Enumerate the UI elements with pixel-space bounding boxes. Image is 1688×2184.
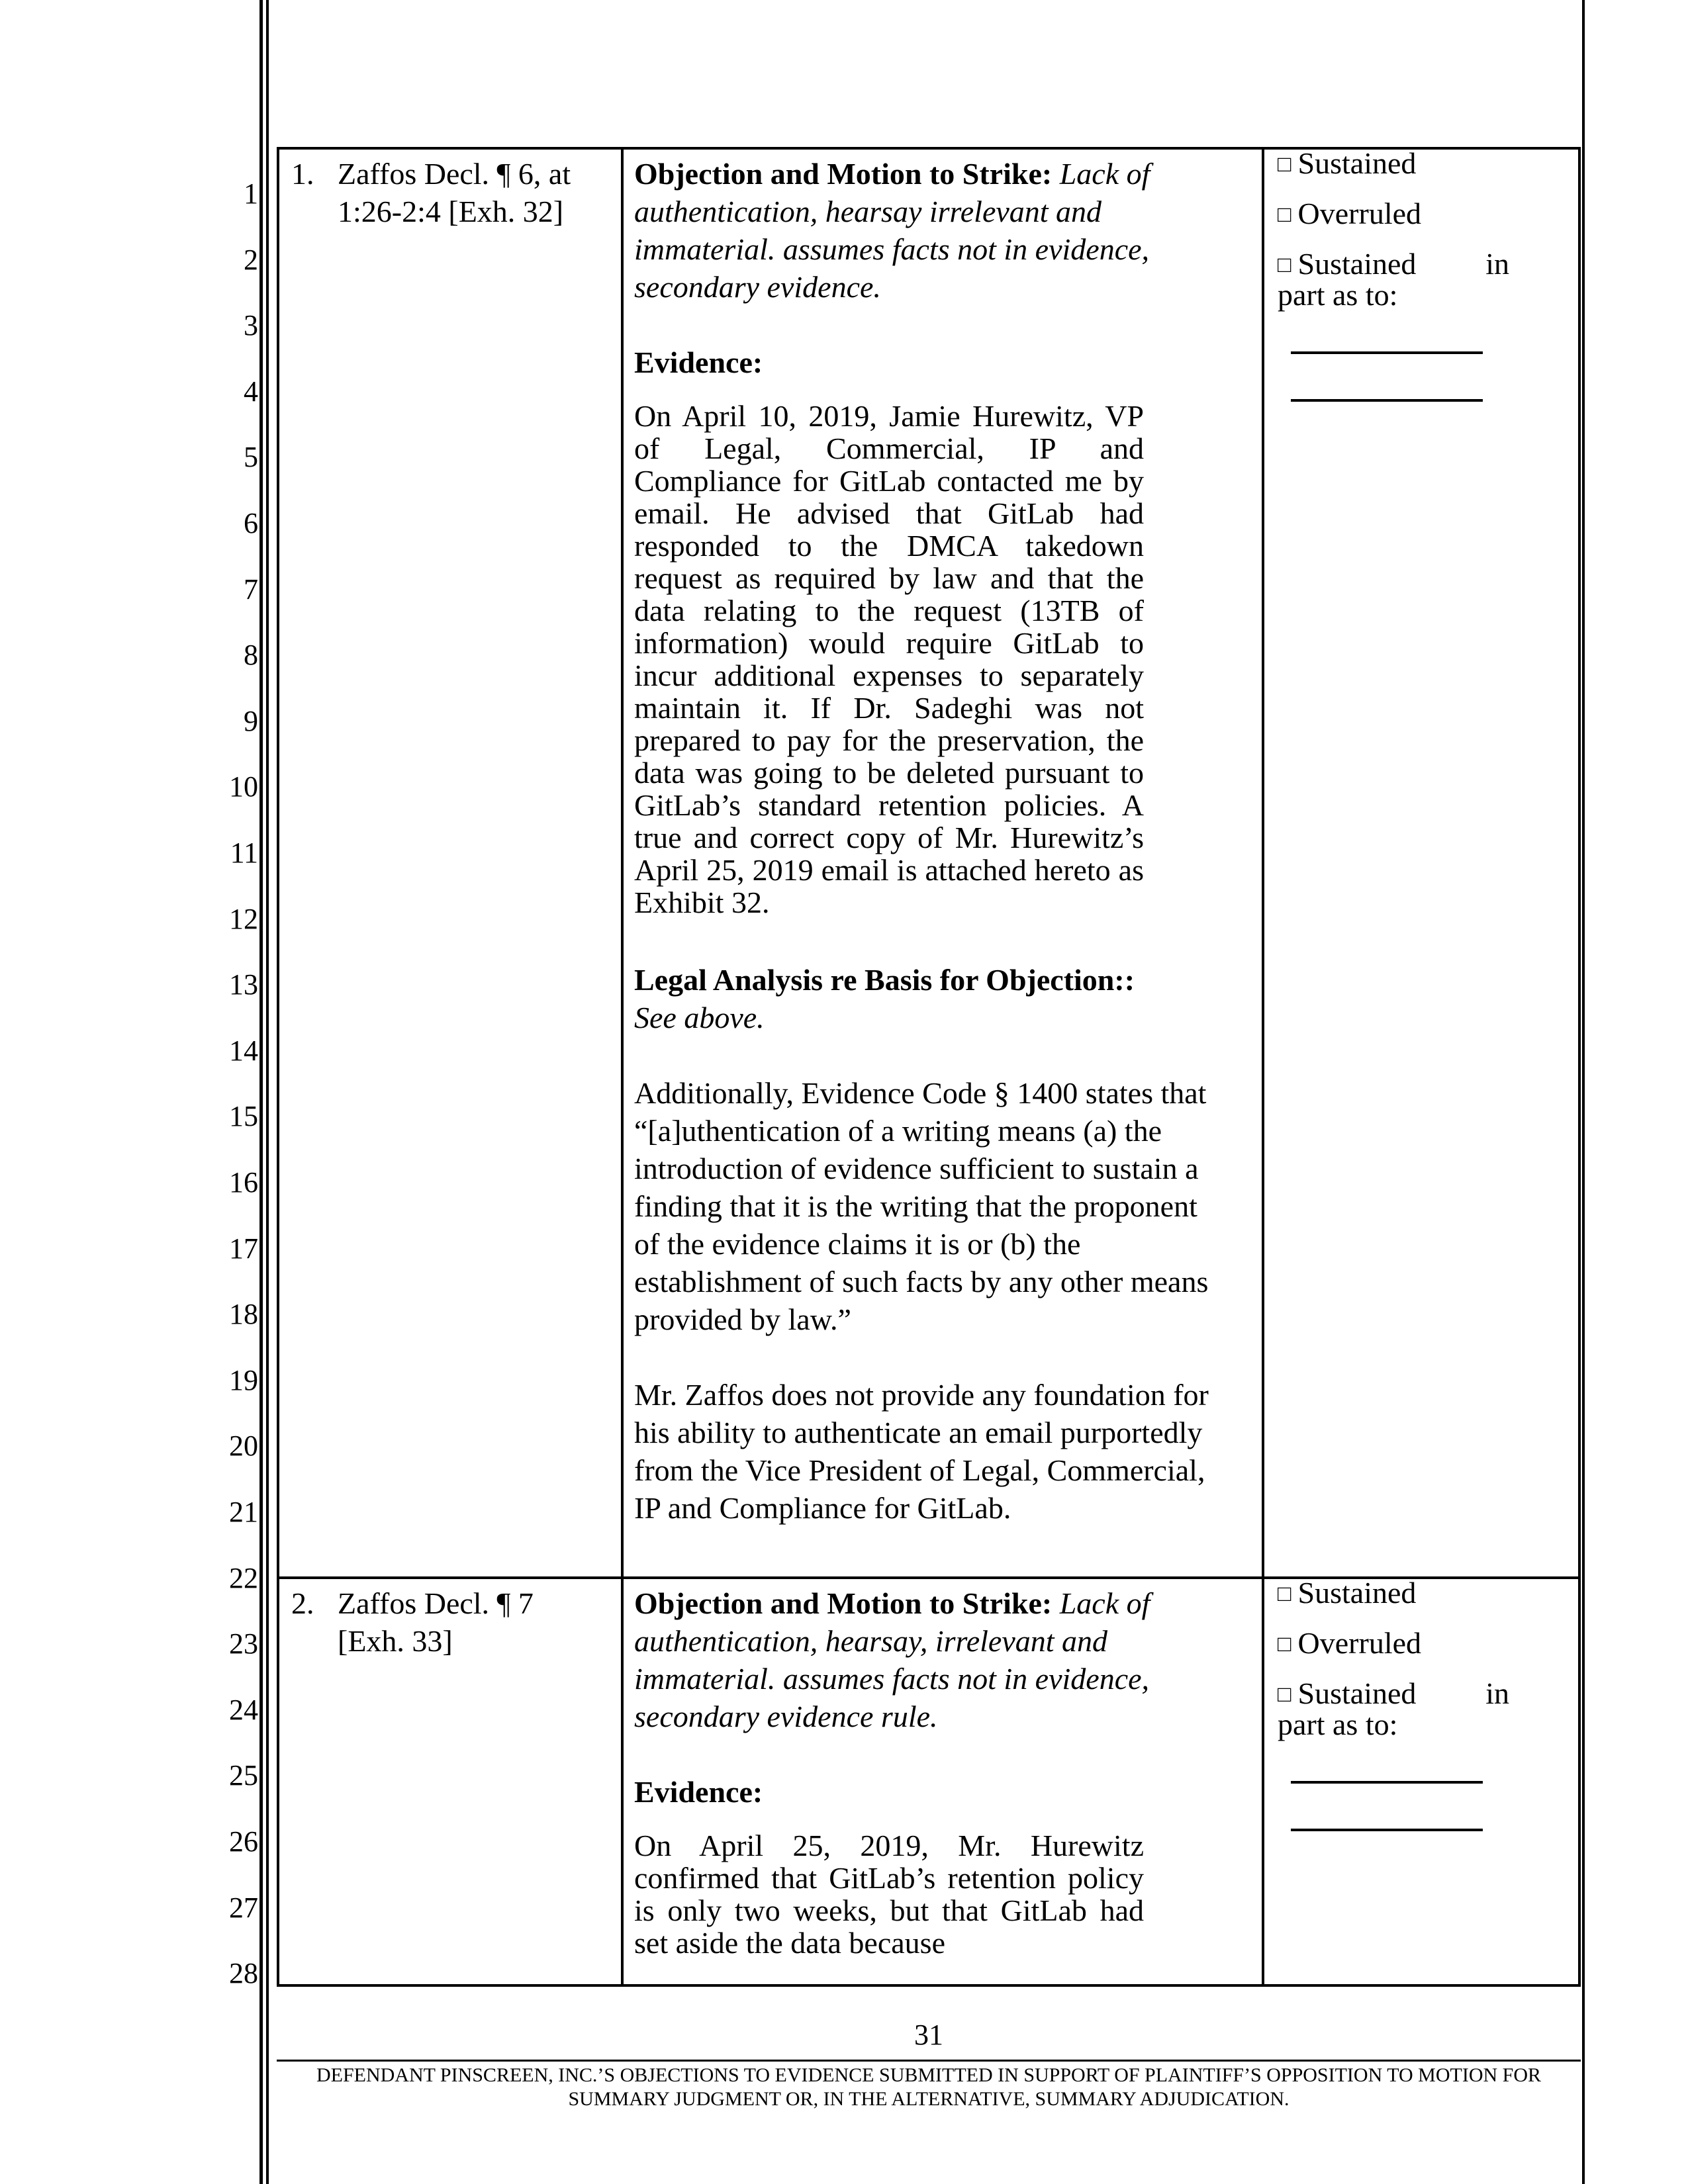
line-number: 6 (244, 507, 258, 539)
row-1-item-ref-line1: Zaffos Decl. ¶ 6, at (338, 157, 571, 191)
row-1-sustained-option[interactable]: □ Sustained (1278, 146, 1417, 180)
row-1-evidence-label: Evidence: (634, 345, 763, 379)
checkbox-icon[interactable]: □ (1278, 203, 1291, 227)
line-number: 4 (244, 375, 258, 408)
line-number: 17 (229, 1232, 258, 1265)
line-number: 26 (229, 1825, 258, 1858)
line-number: 7 (244, 573, 258, 606)
row-2-ruling-cell (1278, 1574, 1569, 1831)
line-number: 24 (229, 1694, 258, 1726)
line-number: 21 (229, 1496, 258, 1528)
row-1-analysis-paragraph-2: Mr. Zaffos does not provide any foundation for his ability to authenticate an email purportedly from the Vice President of Legal, Commercial, IP and Compliance for GitLab. (634, 1378, 1209, 1525)
row-1-ruling-cell (1278, 145, 1569, 402)
row-2-blank-line (1291, 1829, 1483, 1831)
row-2-item-ref-line2: [Exh. 33] (338, 1624, 453, 1658)
right-margin-rule (1582, 0, 1585, 2184)
left-margin-rule-inner (266, 0, 269, 2184)
footer-caption-line2: SUMMARY JUDGMENT OR, IN THE ALTERNATIVE, SUMMARY ADJUDICATION. (568, 2088, 1289, 2110)
line-number: 8 (244, 639, 258, 671)
row-1-evidence-quote: On April 10, 2019, Jamie Hurewitz, VP of Legal, Commercial, IP and Compliance for GitLab contacted me by email. He advised that GitLab had responded to the DMCA takedown request as required by law and that the data relating to the request (13TB of information) would require GitLab to incur additional expenses to separately maintain it. If Dr. Sadeghi was not prepared to pay for the preservation, the data was going to be deleted pursuant to GitLab’s standard retention policies. A true and correct copy of Mr. Hurewitz’s April 25, 2019 email is attached hereto as Exhibit 32. (634, 399, 1144, 919)
objections-table (277, 147, 1581, 1987)
column-border-1 (621, 147, 624, 1987)
line-number: 9 (244, 705, 258, 737)
checkbox-icon[interactable]: □ (1278, 253, 1291, 277)
column-border-right (1578, 147, 1581, 1987)
row-1-analysis-paragraph-1: Additionally, Evidence Code § 1400 states that “[a]uthentication of a writing means (a) the introduction of evidence sufficient to sustain a finding that it is the writing that the proponent of the evidence claims it is or (b) the establishment of such facts by any other means provided by law.” (634, 1076, 1209, 1336)
checkbox-icon[interactable]: □ (1278, 1682, 1291, 1707)
line-number: 28 (229, 1957, 258, 1989)
row-1-overruled-option[interactable]: □ Overruled (1278, 197, 1422, 230)
checkbox-icon[interactable]: □ (1278, 1632, 1291, 1657)
footer-caption-line1: DEFENDANT PINSCREEN, INC.’S OBJECTIONS TO EVIDENCE SUBMITTED IN SUPPORT OF PLAINTIFF’S OPPOSITION TO MOTION FOR (316, 2064, 1542, 2086)
line-number: 23 (229, 1627, 258, 1660)
left-margin-rule-outer (259, 0, 263, 2184)
line-number: 15 (229, 1100, 258, 1132)
line-number: 20 (229, 1430, 258, 1462)
row-2-objection-cell (634, 1584, 1230, 1959)
row-1-analysis-label: Legal Analysis re Basis for Objection:: (634, 963, 1135, 997)
row-2-objection-label: Objection and Motion to Strike: (634, 1586, 1053, 1620)
row-1-objection-label: Objection and Motion to Strike: (634, 157, 1053, 191)
line-number: 12 (229, 903, 258, 935)
page-number: 31 (914, 2019, 943, 2051)
line-number: 27 (229, 1891, 258, 1924)
line-number: 25 (229, 1759, 258, 1792)
line-number: 16 (229, 1166, 258, 1199)
line-number: 2 (244, 244, 258, 276)
column-border-left (277, 147, 279, 1987)
row-2-item-number: 2. (291, 1586, 314, 1620)
line-number: 10 (229, 770, 258, 803)
row-1-objection-cell (634, 155, 1230, 1527)
row-2-overruled-option[interactable]: □ Overruled (1278, 1626, 1422, 1660)
line-number: 19 (229, 1364, 258, 1396)
row-2-evidence-label: Evidence: (634, 1775, 763, 1809)
footer-caption (277, 2064, 1581, 2111)
row-1-blank-line (1291, 399, 1483, 402)
row-1-blank-line (1291, 351, 1483, 354)
line-number: 13 (229, 968, 258, 1001)
row-1-analysis-see-above: See above. (634, 1001, 765, 1034)
row-2-evidence-quote: On April 25, 2019, Mr. Hurewitz confirmed that GitLab’s retention policy is only two weeks, but that GitLab had set aside the data because (634, 1829, 1144, 1960)
footer-rule (277, 2060, 1581, 2062)
column-border-2 (1262, 147, 1264, 1987)
line-number: 14 (229, 1034, 258, 1067)
line-number: 18 (229, 1298, 258, 1330)
line-number: 5 (244, 441, 258, 473)
line-number: 11 (230, 837, 258, 869)
row-2-sustained-option[interactable]: □ Sustained (1278, 1576, 1417, 1610)
row-2-item-ref-line1: Zaffos Decl. ¶ 7 (338, 1586, 534, 1620)
line-number: 22 (229, 1562, 258, 1594)
line-number: 3 (244, 309, 258, 341)
row-2-blank-line (1291, 1781, 1483, 1784)
row-1-item-ref-line2: 1:26-2:4 [Exh. 32] (338, 195, 564, 228)
checkbox-icon[interactable]: □ (1278, 152, 1291, 177)
row-1-material-cell (291, 155, 609, 230)
row-1-item-number: 1. (291, 157, 314, 191)
table-bottom-border (277, 1984, 1581, 1987)
row-1-objection-text: Lack of authentication, hearsay irrelevant and immaterial. assumes facts not in evidence, secondary evidence. (634, 157, 1150, 304)
row-2-material-cell (291, 1584, 609, 1660)
row-2-sustained-in-part-option[interactable]: □ Sustained in part as to: (1278, 1676, 1509, 1741)
row-2-objection-text: Lack of authentication, hearsay, irrelevant and immaterial. assumes facts not in evidence, secondary evidence rule. (634, 1586, 1150, 1733)
line-number: 1 (244, 177, 258, 210)
line-numbers (199, 0, 258, 2184)
row-1-sustained-in-part-option[interactable]: □ Sustained in part as to: (1278, 247, 1509, 312)
checkbox-icon[interactable]: □ (1278, 1582, 1291, 1606)
